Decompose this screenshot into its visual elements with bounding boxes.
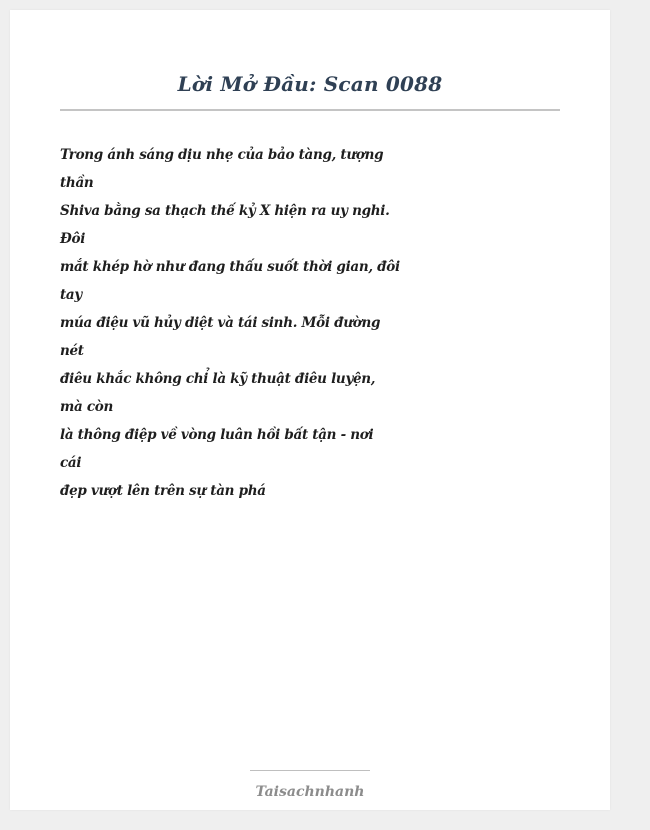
footer-divider xyxy=(250,770,370,771)
body-line: đẹp vượt lên trên sự tàn phá xyxy=(60,483,266,499)
footer-text: Taisachnhanh xyxy=(255,784,365,800)
body-line: là thông điệp về vòng luân hồi bất tận - nơi xyxy=(60,427,374,443)
body-line: tay xyxy=(60,287,82,303)
body-line: Trong ánh sáng dịu nhẹ của bảo tàng, tượng xyxy=(60,147,384,163)
body-line: mà còn xyxy=(60,399,113,415)
body-line: Đôi xyxy=(60,231,86,247)
body-line: thần xyxy=(60,175,94,191)
body-line: nét xyxy=(60,343,84,359)
body-text xyxy=(60,141,400,505)
document-page xyxy=(10,10,610,810)
body-line: điêu khắc không chỉ là kỹ thuật điêu luyện, xyxy=(60,371,376,387)
body-line: mắt khép hờ như đang thấu suốt thời gian, đôi xyxy=(60,259,400,275)
page-title: Lời Mở Đầu: Scan 0088 xyxy=(177,72,443,96)
body-line: Shiva bằng sa thạch thế kỷ X hiện ra uy nghi. xyxy=(60,203,390,219)
body-line: múa điệu vũ hủy diệt và tái sinh. Mỗi đường xyxy=(60,315,381,331)
body-line: cái xyxy=(60,455,82,471)
title-divider xyxy=(60,109,560,111)
